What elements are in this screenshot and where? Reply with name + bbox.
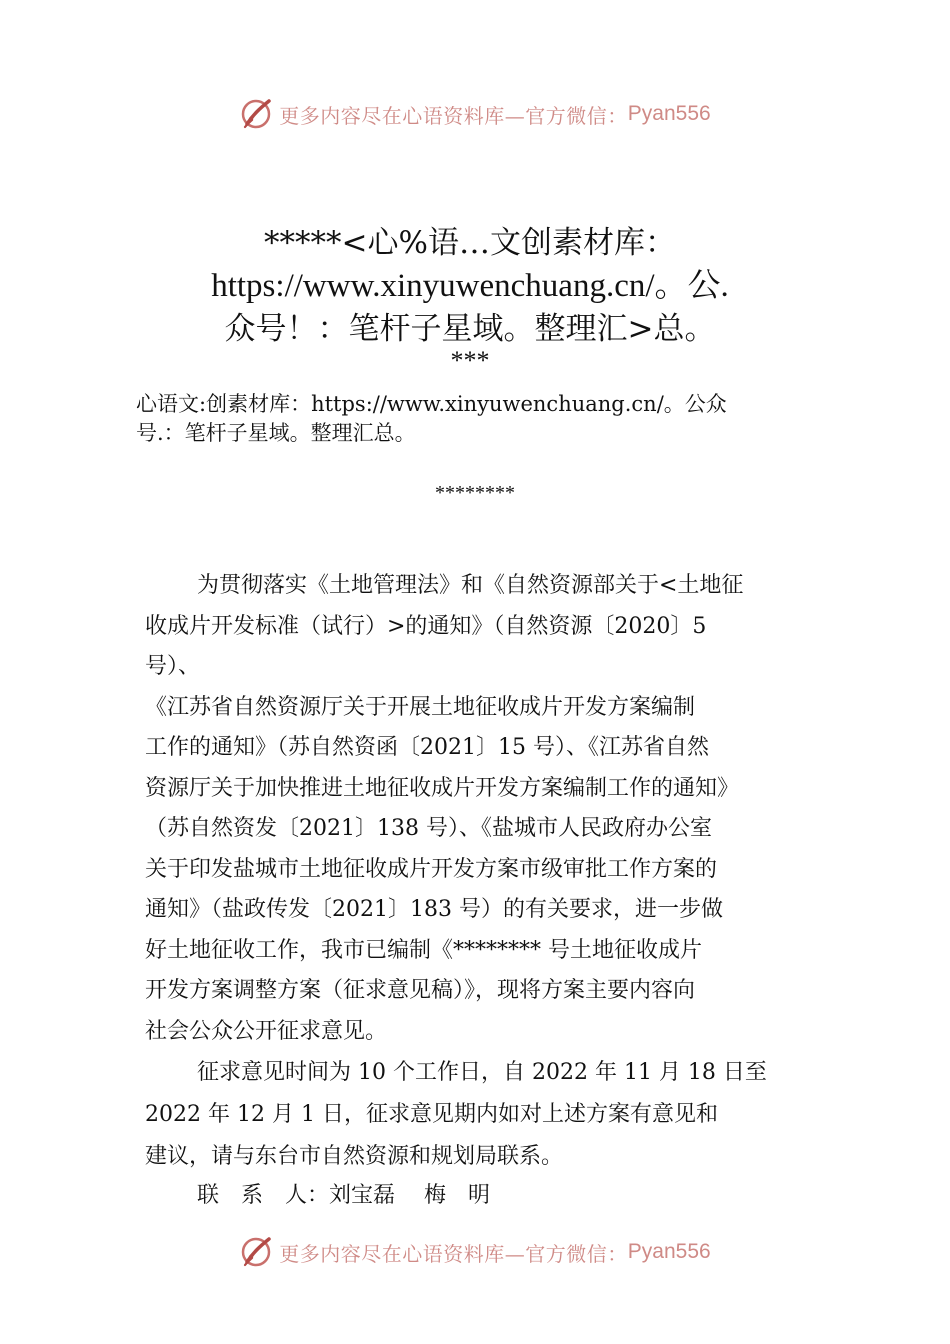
asterisk-divider: ******** (435, 482, 515, 504)
brush-logo-icon (239, 97, 273, 131)
paragraph-line: 社会公众公开征求意见。 (145, 1018, 388, 1044)
paragraph-line: （苏自然资发〔2021〕138 号）、《盐城市人民政府办公室 (145, 816, 712, 841)
brush-logo-icon (239, 1235, 273, 1269)
paragraph-line: 关于印发盐城市土地征收成片开发方案市级审批工作方案的 (145, 856, 718, 882)
title-line-1: *****<心%语…文创素材库： (264, 225, 676, 261)
source-note-line-1: 心语文:创素材库：https://www.xinyuwenchuang.cn/。公众 (136, 392, 727, 416)
header-banner (0, 92, 950, 136)
title-line-2: https://www.xinyuwenchuang.cn/。公. (211, 268, 729, 304)
paragraph-line: 2022 年 12 月 1 日，征求意见期内如对上述方案有意见和 (145, 1102, 718, 1127)
source-note-line-2: 号.：笔杆子星域。整理汇总。 (136, 421, 416, 445)
paragraph-line: 《江苏省自然资源厅关于开展土地征收成片开发方案编制 (145, 694, 696, 720)
paragraph-line: 征求意见时间为 10 个工作日，自 2022 年 11 月 18 日至 (197, 1060, 767, 1085)
banner-text: 更多内容尽在心语资料库—官方微信： (279, 103, 628, 128)
banner-handle: Pyan556 (627, 102, 711, 125)
paragraph-line: 好土地征收工作，我市已编制《******** 号土地征收成片 (145, 937, 702, 963)
paragraph-line: 工作的通知》（苏自然资函〔2021〕15 号）、《江苏省自然 (145, 735, 709, 760)
paragraph-line: 通知》（盐政传发〔2021〕183 号）的有关要求，进一步做 (145, 897, 723, 922)
paragraph-line: 资源厅关于加快推进土地征收成片开发方案编制工作的通知》 (145, 775, 740, 801)
banner-handle: Pyan556 (627, 1240, 711, 1263)
paragraph-2 (145, 1052, 845, 1178)
paragraph-line: 号）、 (145, 654, 201, 679)
footer-banner (0, 1230, 950, 1274)
banner-text: 更多内容尽在心语资料库—官方微信： (279, 1241, 628, 1266)
title-line-4: *** (450, 346, 490, 375)
document-title (160, 222, 780, 375)
paragraph-line: 开发方案调整方案（征求意见稿）》，现将方案主要内容向 (145, 978, 696, 1003)
paragraph-line: 为贯彻落实《土地管理法》和《自然资源部关于<土地征 (197, 573, 744, 598)
paragraph-line: 建议，请与东台市自然资源和规划局联系。 (145, 1144, 564, 1169)
contact-text: 联 系 人：刘宝磊 梅 明 (197, 1183, 490, 1208)
contact-line (145, 1176, 845, 1216)
paragraph-line: 收成片开发标准（试行）>的通知》（自然资源〔2020〕5 (145, 613, 707, 639)
source-note (136, 390, 836, 448)
title-line-3: 众号！：笔杆子星域。整理汇>总。 (224, 311, 716, 347)
paragraph-1 (145, 566, 845, 1052)
